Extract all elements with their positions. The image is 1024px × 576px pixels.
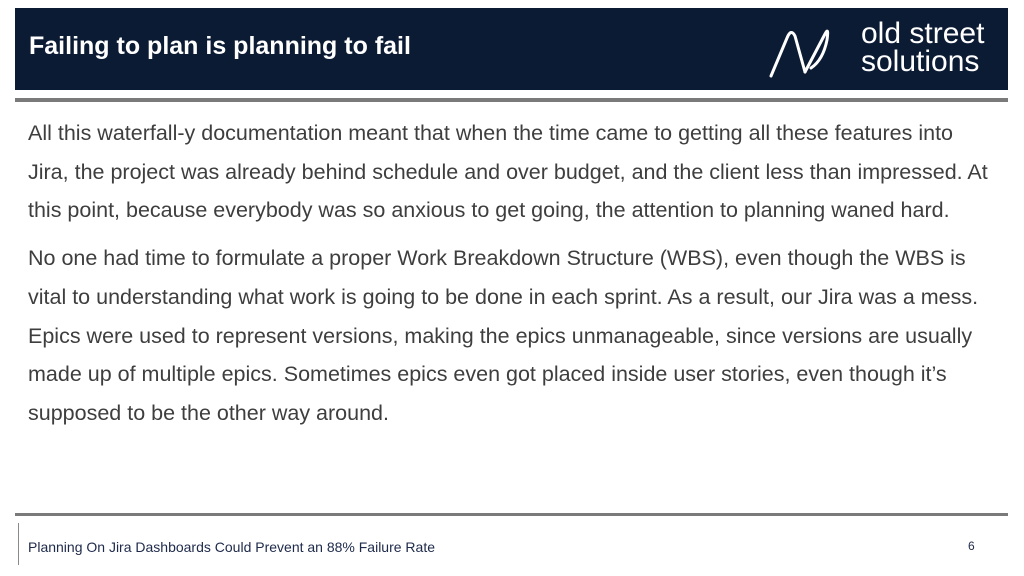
logo-line-1: old street [861, 17, 985, 50]
slide-title: Failing to plan is planning to fail [29, 32, 411, 60]
company-logo [767, 18, 1007, 82]
footer-caption: Planning On Jira Dashboards Could Prevent an 88% Failure Rate [28, 539, 436, 555]
slide-body [28, 114, 993, 442]
logo-line-2: solutions [861, 45, 980, 78]
old-street-solutions-logo-icon [767, 20, 837, 78]
page-number: 6 [968, 539, 975, 553]
header-divider [15, 98, 1008, 102]
footer-divider-line [15, 513, 1008, 516]
body-paragraph-2: No one had time to formulate a proper Work Breakdown Structure (WBS), even though the WBS is vital to understanding what work is going to be done in each sprint. As a result, our Jira was a mess. Epics were used to represent versions, making the epics unmanageable, since versions are usually made up of multiple epics. Sometimes epics even got placed inside user stories, even though it’s supposed to be the other way around. [28, 246, 979, 425]
body-paragraph-1: All this waterfall-y documentation meant that when the time came to getting all these features into Jira, the project was already behind schedule and over budget, and the client less than impressed. At this point, because everybody was so anxious to get going, the attention to planning waned hard. [28, 121, 988, 223]
footer-vertical-divider [18, 523, 19, 565]
logo-wordmark [861, 17, 985, 78]
header-bar [15, 8, 1008, 90]
